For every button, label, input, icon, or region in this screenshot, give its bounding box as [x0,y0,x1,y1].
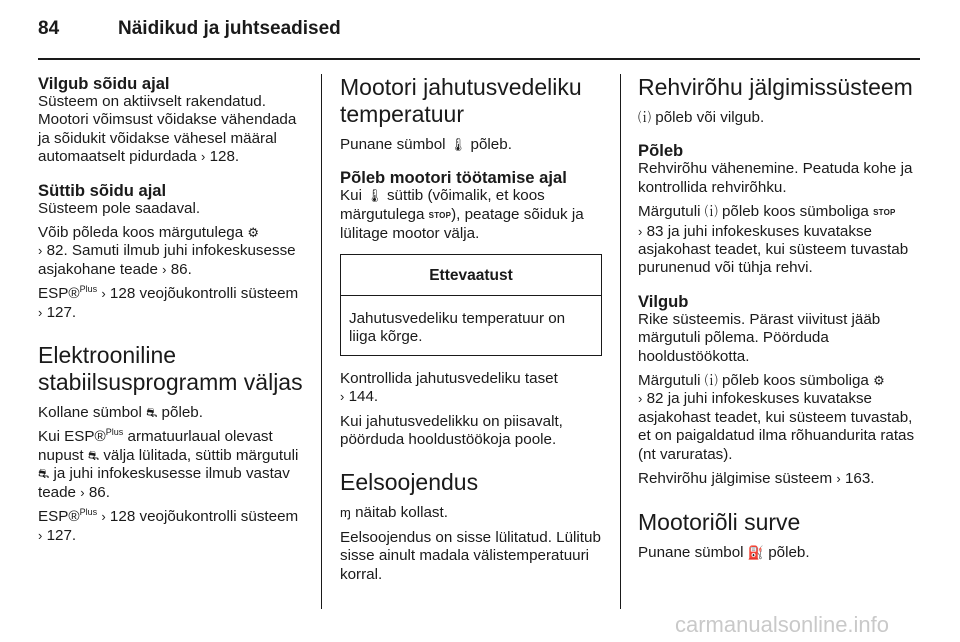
reference-arrow-icon: › [101,286,106,302]
paragraph: Kollane sümbol ⛐ põleb. [38,404,203,422]
page-number: 84 [38,18,60,39]
section-title: Süttib sõidu ajal [38,180,167,200]
section-title: Vilgub [638,291,689,311]
reference-arrow-icon: › [200,149,206,165]
paragraph: Punane sümbol ⛽ põleb. [638,543,810,561]
reference-arrow-icon: › [38,304,43,320]
caution-heading: Ettevaatust [341,255,601,296]
glow-plug-icon: ɱ [340,505,351,521]
tyre-pressure-icon: ⒤ [704,373,718,389]
paragraph: Kui jahutusvedelikku on piisavalt, pöörduda hooldustöökoja poole. [340,412,563,449]
paragraph: Märgutuli ⒤ põleb koos sümboliga ⚙ › 82 ja juhi infokeskuses kuvatakse asjakohast teadet, kui süsteem tuvastab, et on paigaldatud ilma rõhuandurita ratas (nt varuratas). [638,372,915,463]
column-divider [321,74,322,609]
paragraph: Süsteem pole saadaval. [38,199,201,217]
chapter-title: Rehvirõhu jälgimissüsteem [638,74,913,100]
reference-arrow-icon: › [836,471,841,487]
service-wrench-car-icon: ⚙ [247,225,260,241]
chapter-title: Mootori jahutusvedeliku temperatuur [340,74,582,127]
column-2 [340,74,602,590]
paragraph: Rehvirõhu jälgimise süsteem › 163. [638,470,875,488]
paragraph: Kui ESP®$^{Plus}$ armatuurlaual olevast nupust ⛐ välja lülitada, süttib märgutuli ⛐ ja juhi infokeskusesse ilmub vastav teade › 86. [38,427,299,501]
service-wrench-car-icon: ⚙ [873,373,885,389]
section-title: Vilgub sõidu ajal [38,74,170,93]
caution-box [340,254,602,356]
paragraph: Kontrollida jahutusvedeliku taset › 144. [340,369,558,406]
chapter-title: Elektrooniline stabiilsusprogramm väljas [38,342,303,396]
stop-symbol: STOP [428,210,452,220]
paragraph: Süsteem on aktiivselt rakendatud. Mootori võimsust võidakse vähendada ja sõidukit võidakse vähesel määral automaatselt pidurdada › 128. [38,93,297,166]
paragraph: ESP®$^{Plus}$ › 128 veojõukontrolli süsteem › 127. [38,284,299,321]
column-1 [38,74,306,551]
column-3 [638,74,920,568]
esp-off-skid-icon: ⛐ [87,447,100,463]
reference-arrow-icon: › [80,484,85,500]
section-title: Põleb mootori töötamise ajal [340,168,567,188]
paragraph: Rehvirõhu vähenemine. Peatuda kohe ja kontrollida rehvirõhku. [638,160,913,196]
running-title: Näidikud ja juhtseadised [118,18,341,39]
reference-arrow-icon: › [38,527,43,543]
reference-arrow-icon: › [340,389,345,405]
chapter-title: Eelsoojendus [340,469,479,496]
caution-text: Jahutusvedeliku temperatuur on liiga kõrge. [349,310,566,346]
paragraph: ESP®$^{Plus}$ › 128 veojõukontrolli süsteem › 127. [38,507,299,544]
paragraph: Rike süsteemis. Pärast viivitust jääb märgutuli põlema. Pöörduda hooldustöökotta. [638,310,881,365]
reference-arrow-icon: › [638,223,643,239]
chapter-title: Mootoriõli surve [638,508,801,535]
watermark: carmanualsonline.info [675,612,890,637]
paragraph: Võib põleda koos märgutulega ⚙ › 82. Samuti ilmub juhi infokeskusesse asjakohane teade › 86. [38,224,296,278]
paragraph: Kui 🌡 süttib (võimalik, et koos märgutulega STOP), peatage sõiduk ja lülitage mootor välja. [340,187,584,243]
tyre-pressure-icon: ⒤ [704,204,718,220]
header-rule [38,58,920,60]
paragraph: Märgutuli ⒤ põleb koos sümboliga STOP › 83 ja juhi infokeskuses kuvatakse asjakohast teadet, kui süsteem tuvastab purunenud või tühja rehvi. [638,203,909,277]
column-divider [620,74,621,609]
coolant-temperature-icon: 🌡 [449,137,467,152]
reference-arrow-icon: › [101,509,106,525]
tyre-pressure-icon: ⒤ [638,110,652,125]
reference-arrow-icon: › [38,243,43,259]
coolant-temperature-icon: 🌡 [366,188,383,204]
reference-arrow-icon: › [638,391,643,407]
esp-off-skid-icon: ⛐ [38,466,50,482]
paragraph: ɱ näitab kollast. [340,504,448,522]
paragraph: Eelsoojendus on sisse lülitatud. Lülitub sisse ainult madala välistemperatuuri korral. [340,528,601,583]
stop-symbol: STOP [873,208,896,218]
esp-off-skid-icon: ⛐ [146,405,158,421]
paragraph: ⒤ põleb või vilgub. [638,109,765,126]
section-title: Põleb [638,141,684,161]
reference-arrow-icon: › [162,261,167,277]
oil-can-icon: ⛽ [747,544,764,560]
paragraph: Punane sümbol 🌡 põleb. [340,136,512,153]
